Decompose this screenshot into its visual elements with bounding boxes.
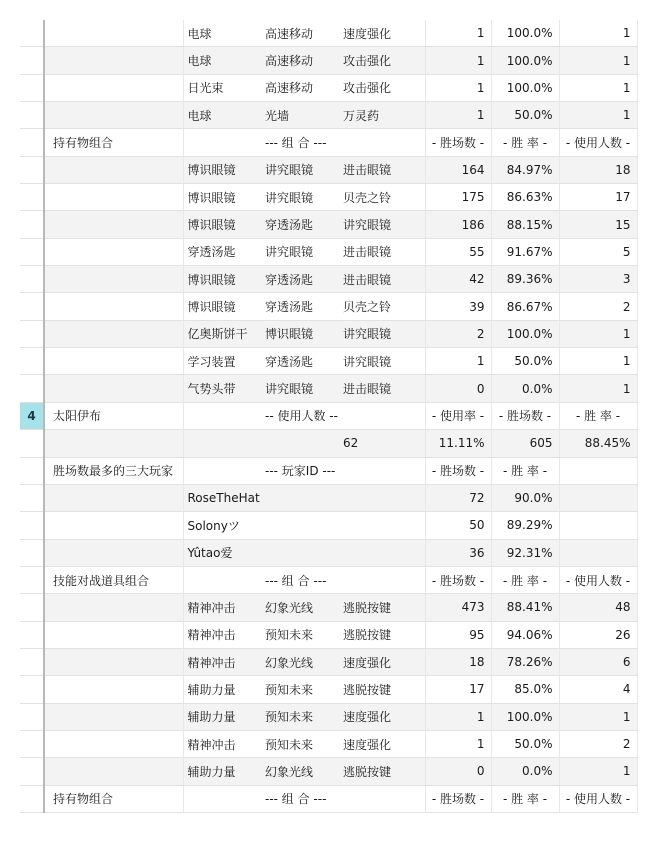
item-3-cell[interactable]: 贝壳之铃 <box>339 293 425 320</box>
item-2-cell[interactable]: 预知未来 <box>261 703 339 730</box>
item-1-cell[interactable]: 博识眼镜 <box>183 211 261 238</box>
value-2-cell[interactable]: - 胜 率 - <box>491 566 559 593</box>
value-2-cell[interactable]: 92.31% <box>491 539 559 566</box>
section-label-cell[interactable]: 持有物组合 <box>44 129 183 156</box>
item-3-cell[interactable]: 进击眼镜 <box>339 375 425 402</box>
value-1-cell[interactable]: 1 <box>425 47 491 74</box>
item-1-cell[interactable]: 电球 <box>183 102 261 129</box>
value-1-cell[interactable]: - 胜场数 - <box>425 457 491 484</box>
value-1-cell[interactable]: 95 <box>425 621 491 648</box>
value-1-cell[interactable]: 2 <box>425 320 491 347</box>
item-2-cell[interactable]: 高速移动 <box>261 74 339 101</box>
value-2-cell[interactable]: 50.0% <box>491 730 559 757</box>
row-index-cell[interactable] <box>20 484 44 511</box>
value-3-cell[interactable]: 6 <box>559 648 637 675</box>
value-2-cell[interactable]: 89.29% <box>491 512 559 539</box>
item-1-cell[interactable] <box>183 129 261 156</box>
item-2-cell[interactable] <box>261 484 339 511</box>
row-index-cell[interactable] <box>20 703 44 730</box>
item-3-cell[interactable]: 万灵药 <box>339 102 425 129</box>
section-label-cell[interactable] <box>44 648 183 675</box>
item-2-cell[interactable] <box>261 539 339 566</box>
section-header-row <box>20 129 637 156</box>
section-label-cell[interactable] <box>44 266 183 293</box>
value-3-cell[interactable]: 4 <box>559 676 637 703</box>
value-1-cell[interactable]: 0 <box>425 375 491 402</box>
value-2-cell[interactable]: 100.0% <box>491 703 559 730</box>
value-1-cell[interactable]: 0 <box>425 758 491 785</box>
value-1-cell[interactable]: 1 <box>425 730 491 757</box>
value-1-cell[interactable]: 11.11% <box>425 430 491 457</box>
value-3-cell[interactable]: 1 <box>559 47 637 74</box>
table-row <box>20 102 637 129</box>
section-label-cell[interactable] <box>44 184 183 211</box>
table-row <box>20 484 637 511</box>
row-index-cell[interactable]: 4 <box>20 402 44 429</box>
value-3-cell[interactable]: 2 <box>559 730 637 757</box>
value-1-cell[interactable]: 36 <box>425 539 491 566</box>
row-index-cell[interactable] <box>20 785 44 812</box>
row-index-cell[interactable] <box>20 102 44 129</box>
stats-spreadsheet <box>20 20 638 813</box>
table-row <box>20 512 637 539</box>
item-2-cell[interactable]: 讲究眼镜 <box>261 238 339 265</box>
item-1-cell[interactable]: 亿奥斯饼干 <box>183 320 261 347</box>
section-label-cell[interactable] <box>44 102 183 129</box>
value-1-cell[interactable]: 186 <box>425 211 491 238</box>
item-1-cell[interactable]: 日光束 <box>183 74 261 101</box>
value-1-cell[interactable]: 18 <box>425 648 491 675</box>
row-index-cell[interactable] <box>20 74 44 101</box>
item-2-cell[interactable]: 穿透汤匙 <box>261 266 339 293</box>
item-1-cell[interactable] <box>183 566 261 593</box>
table-row <box>20 20 637 47</box>
value-2-cell[interactable]: 86.67% <box>491 293 559 320</box>
value-1-cell[interactable]: - 胜场数 - <box>425 566 491 593</box>
value-1-cell[interactable]: 17 <box>425 676 491 703</box>
value-2-cell[interactable]: 89.36% <box>491 266 559 293</box>
item-3-cell[interactable]: 进击眼镜 <box>339 266 425 293</box>
row-index-cell[interactable] <box>20 512 44 539</box>
table-row <box>20 703 637 730</box>
item-1-cell[interactable] <box>183 402 261 429</box>
item-3-cell[interactable]: 攻击强化 <box>339 47 425 74</box>
item-3-cell[interactable] <box>339 402 425 429</box>
value-3-cell[interactable]: 15 <box>559 211 637 238</box>
value-1-cell[interactable]: 72 <box>425 484 491 511</box>
row-index-cell[interactable] <box>20 430 44 457</box>
row-index-cell[interactable] <box>20 47 44 74</box>
table-row <box>20 758 637 785</box>
section-label-cell[interactable] <box>44 211 183 238</box>
value-2-cell[interactable]: 86.63% <box>491 184 559 211</box>
table-row <box>20 730 637 757</box>
value-2-cell[interactable]: 100.0% <box>491 74 559 101</box>
section-label-cell[interactable] <box>44 74 183 101</box>
value-2-cell[interactable]: - 胜 率 - <box>491 129 559 156</box>
value-1-cell[interactable]: 1 <box>425 102 491 129</box>
value-1-cell[interactable]: 1 <box>425 20 491 47</box>
section-label-cell[interactable]: 持有物组合 <box>44 785 183 812</box>
item-1-cell[interactable]: 辅助力量 <box>183 703 261 730</box>
item-3-cell[interactable] <box>339 566 425 593</box>
value-2-cell[interactable]: 90.0% <box>491 484 559 511</box>
item-3-cell[interactable]: 进击眼镜 <box>339 238 425 265</box>
value-1-cell[interactable]: 1 <box>425 703 491 730</box>
item-1-cell[interactable] <box>183 430 261 457</box>
value-3-cell[interactable]: 1 <box>559 703 637 730</box>
section-label-cell[interactable] <box>44 539 183 566</box>
item-1-cell[interactable] <box>183 457 261 484</box>
item-3-cell[interactable] <box>339 785 425 812</box>
value-3-cell[interactable]: 1 <box>559 20 637 47</box>
table-row <box>20 47 637 74</box>
item-2-cell[interactable]: 预知未来 <box>261 730 339 757</box>
item-2-cell[interactable]: 讲究眼镜 <box>261 375 339 402</box>
value-1-cell[interactable]: - 胜场数 - <box>425 785 491 812</box>
section-label-cell[interactable] <box>44 730 183 757</box>
item-2-cell[interactable]: 幻象光线 <box>261 594 339 621</box>
value-2-cell[interactable]: 100.0% <box>491 20 559 47</box>
item-3-cell[interactable]: 速度强化 <box>339 703 425 730</box>
item-1-cell[interactable]: 电球 <box>183 47 261 74</box>
value-3-cell[interactable]: 5 <box>559 238 637 265</box>
table-row <box>20 320 637 347</box>
row-index-cell[interactable] <box>20 211 44 238</box>
table-row <box>20 238 637 265</box>
table-row <box>20 184 637 211</box>
value-3-cell[interactable]: 1 <box>559 320 637 347</box>
item-1-cell[interactable]: 精神冲击 <box>183 621 261 648</box>
section-label-cell[interactable] <box>44 430 183 457</box>
section-label-cell[interactable]: 胜场数最多的三大玩家 <box>44 457 183 484</box>
value-3-cell[interactable]: 2 <box>559 293 637 320</box>
value-3-cell[interactable]: 1 <box>559 74 637 101</box>
item-2-cell[interactable]: 幻象光线 <box>261 648 339 675</box>
row-index-cell[interactable] <box>20 566 44 593</box>
row-index-cell[interactable] <box>20 20 44 47</box>
item-1-cell[interactable]: Yûtao爱 <box>183 539 261 566</box>
item-1-cell[interactable]: Solonyツ <box>183 512 261 539</box>
table-row <box>20 156 637 183</box>
item-1-cell[interactable] <box>183 785 261 812</box>
item-1-cell[interactable]: 精神冲击 <box>183 594 261 621</box>
section-label-cell[interactable] <box>44 621 183 648</box>
section-label-cell[interactable] <box>44 484 183 511</box>
row-index-cell[interactable] <box>20 648 44 675</box>
value-2-cell[interactable]: 88.41% <box>491 594 559 621</box>
item-3-cell[interactable]: 62 <box>339 430 425 457</box>
value-1-cell[interactable]: 473 <box>425 594 491 621</box>
item-1-cell[interactable]: 辅助力量 <box>183 758 261 785</box>
section-label-cell[interactable] <box>44 47 183 74</box>
item-1-cell[interactable]: 电球 <box>183 20 261 47</box>
item-2-cell[interactable]: 高速移动 <box>261 20 339 47</box>
section-label-cell[interactable] <box>44 758 183 785</box>
section-label-cell[interactable] <box>44 676 183 703</box>
item-3-cell[interactable] <box>339 539 425 566</box>
value-1-cell[interactable]: 42 <box>425 266 491 293</box>
value-2-cell[interactable]: - 胜 率 - <box>491 457 559 484</box>
item-3-cell[interactable]: 贝壳之铃 <box>339 184 425 211</box>
value-3-cell[interactable] <box>559 539 637 566</box>
section-label-cell[interactable] <box>44 375 183 402</box>
row-index-cell[interactable] <box>20 594 44 621</box>
item-2-cell[interactable]: 幻象光线 <box>261 758 339 785</box>
item-3-cell[interactable] <box>339 512 425 539</box>
item-1-cell[interactable]: 学习装置 <box>183 348 261 375</box>
item-1-cell[interactable]: 精神冲击 <box>183 730 261 757</box>
item-3-cell[interactable]: 逃脱按键 <box>339 621 425 648</box>
value-3-cell[interactable]: 1 <box>559 375 637 402</box>
value-3-cell[interactable] <box>559 484 637 511</box>
value-3-cell[interactable]: 17 <box>559 184 637 211</box>
value-2-cell[interactable]: 85.0% <box>491 676 559 703</box>
item-2-cell[interactable]: --- 组 合 --- <box>261 129 339 156</box>
item-1-cell[interactable]: RoseTheHat <box>183 484 261 511</box>
row-index-cell[interactable] <box>20 266 44 293</box>
section-header-row <box>20 402 637 429</box>
value-3-cell[interactable]: - 使用人数 - <box>559 129 637 156</box>
value-1-cell[interactable]: - 使用率 - <box>425 402 491 429</box>
item-2-cell[interactable]: 讲究眼镜 <box>261 184 339 211</box>
item-3-cell[interactable]: 讲究眼镜 <box>339 320 425 347</box>
item-3-cell[interactable]: 速度强化 <box>339 730 425 757</box>
value-2-cell[interactable]: 0.0% <box>491 375 559 402</box>
item-1-cell[interactable]: 气势头带 <box>183 375 261 402</box>
item-2-cell[interactable]: 穿透汤匙 <box>261 293 339 320</box>
value-1-cell[interactable]: - 胜场数 - <box>425 129 491 156</box>
row-index-cell[interactable] <box>20 457 44 484</box>
table-row <box>20 539 637 566</box>
section-header-row <box>20 457 637 484</box>
value-3-cell[interactable]: - 使用人数 - <box>559 785 637 812</box>
table-row <box>20 648 637 675</box>
section-label-cell[interactable] <box>44 293 183 320</box>
value-2-cell[interactable]: - 胜场数 - <box>491 402 559 429</box>
item-1-cell[interactable]: 精神冲击 <box>183 648 261 675</box>
value-2-cell[interactable]: 88.15% <box>491 211 559 238</box>
section-header-row <box>20 566 637 593</box>
table-row <box>20 293 637 320</box>
item-3-cell[interactable]: 逃脱按键 <box>339 594 425 621</box>
section-label-cell[interactable] <box>44 156 183 183</box>
value-1-cell[interactable]: 39 <box>425 293 491 320</box>
item-1-cell[interactable]: 博识眼镜 <box>183 156 261 183</box>
value-3-cell[interactable]: 88.45% <box>559 430 637 457</box>
table-row <box>20 348 637 375</box>
item-2-cell[interactable] <box>261 512 339 539</box>
section-label-cell[interactable] <box>44 594 183 621</box>
row-index-cell[interactable] <box>20 293 44 320</box>
value-3-cell[interactable]: 3 <box>559 266 637 293</box>
row-index-cell[interactable] <box>20 238 44 265</box>
table-row <box>20 375 637 402</box>
item-3-cell[interactable]: 速度强化 <box>339 648 425 675</box>
item-2-cell[interactable]: --- 组 合 --- <box>261 785 339 812</box>
value-3-cell[interactable]: 48 <box>559 594 637 621</box>
item-2-cell[interactable]: 博识眼镜 <box>261 320 339 347</box>
value-2-cell[interactable]: 50.0% <box>491 348 559 375</box>
value-3-cell[interactable]: 26 <box>559 621 637 648</box>
section-label-cell[interactable]: 太阳伊布 <box>44 402 183 429</box>
item-3-cell[interactable]: 逃脱按键 <box>339 758 425 785</box>
table-row <box>20 430 637 457</box>
item-2-cell[interactable]: 穿透汤匙 <box>261 211 339 238</box>
row-index-cell[interactable] <box>20 375 44 402</box>
row-index-cell[interactable] <box>20 348 44 375</box>
table-row <box>20 266 637 293</box>
item-1-cell[interactable]: 博识眼镜 <box>183 184 261 211</box>
value-2-cell[interactable]: 94.06% <box>491 621 559 648</box>
section-label-cell[interactable] <box>44 703 183 730</box>
item-3-cell[interactable] <box>339 484 425 511</box>
value-1-cell[interactable]: 175 <box>425 184 491 211</box>
value-1-cell[interactable]: 1 <box>425 74 491 101</box>
item-2-cell[interactable]: 穿透汤匙 <box>261 348 339 375</box>
section-label-cell[interactable]: 技能对战道具组合 <box>44 566 183 593</box>
item-2-cell[interactable]: 预知未来 <box>261 621 339 648</box>
row-index-cell[interactable] <box>20 758 44 785</box>
value-3-cell[interactable]: - 使用人数 - <box>559 566 637 593</box>
row-index-cell[interactable] <box>20 156 44 183</box>
row-index-cell[interactable] <box>20 676 44 703</box>
item-2-cell[interactable]: --- 玩家ID --- <box>261 457 339 484</box>
value-2-cell[interactable]: 78.26% <box>491 648 559 675</box>
table-row <box>20 74 637 101</box>
table-row <box>20 621 637 648</box>
item-2-cell[interactable]: -- 使用人数 -- <box>261 402 339 429</box>
value-1-cell[interactable]: 1 <box>425 348 491 375</box>
item-1-cell[interactable]: 博识眼镜 <box>183 293 261 320</box>
row-index-cell[interactable] <box>20 129 44 156</box>
row-index-cell[interactable] <box>20 539 44 566</box>
value-3-cell[interactable]: 1 <box>559 348 637 375</box>
row-index-cell[interactable] <box>20 621 44 648</box>
item-3-cell[interactable] <box>339 129 425 156</box>
item-3-cell[interactable]: 逃脱按键 <box>339 676 425 703</box>
value-2-cell[interactable]: 100.0% <box>491 320 559 347</box>
item-2-cell[interactable]: 光墙 <box>261 102 339 129</box>
table-row <box>20 211 637 238</box>
section-label-cell[interactable] <box>44 348 183 375</box>
value-3-cell[interactable]: 1 <box>559 102 637 129</box>
item-2-cell[interactable] <box>261 430 339 457</box>
item-2-cell[interactable]: 高速移动 <box>261 47 339 74</box>
row-index-cell[interactable] <box>20 730 44 757</box>
section-label-cell[interactable] <box>44 20 183 47</box>
item-3-cell[interactable]: 攻击强化 <box>339 74 425 101</box>
item-2-cell[interactable]: 预知未来 <box>261 676 339 703</box>
section-label-cell[interactable] <box>44 238 183 265</box>
value-3-cell[interactable]: 1 <box>559 758 637 785</box>
item-1-cell[interactable]: 辅助力量 <box>183 676 261 703</box>
item-3-cell[interactable] <box>339 457 425 484</box>
value-2-cell[interactable]: 91.67% <box>491 238 559 265</box>
table-row <box>20 676 637 703</box>
section-label-cell[interactable] <box>44 512 183 539</box>
item-2-cell[interactable]: --- 组 合 --- <box>261 566 339 593</box>
value-2-cell[interactable]: 605 <box>491 430 559 457</box>
value-1-cell[interactable]: 55 <box>425 238 491 265</box>
value-3-cell[interactable] <box>559 457 637 484</box>
value-2-cell[interactable]: - 胜 率 - <box>491 785 559 812</box>
item-3-cell[interactable]: 讲究眼镜 <box>339 348 425 375</box>
item-3-cell[interactable]: 讲究眼镜 <box>339 211 425 238</box>
item-2-cell[interactable]: 讲究眼镜 <box>261 156 339 183</box>
value-2-cell[interactable]: 84.97% <box>491 156 559 183</box>
value-1-cell[interactable]: 50 <box>425 512 491 539</box>
value-3-cell[interactable]: 18 <box>559 156 637 183</box>
section-label-cell[interactable] <box>44 320 183 347</box>
section-header-row <box>20 785 637 812</box>
row-index-cell[interactable] <box>20 320 44 347</box>
item-3-cell[interactable]: 速度强化 <box>339 20 425 47</box>
value-2-cell[interactable]: 0.0% <box>491 758 559 785</box>
value-2-cell[interactable]: 100.0% <box>491 47 559 74</box>
item-3-cell[interactable]: 进击眼镜 <box>339 156 425 183</box>
value-2-cell[interactable]: 50.0% <box>491 102 559 129</box>
table-row <box>20 594 637 621</box>
value-3-cell[interactable] <box>559 512 637 539</box>
value-3-cell[interactable]: - 胜 率 - <box>559 402 637 429</box>
item-1-cell[interactable]: 穿透汤匙 <box>183 238 261 265</box>
row-index-cell[interactable] <box>20 184 44 211</box>
item-1-cell[interactable]: 博识眼镜 <box>183 266 261 293</box>
value-1-cell[interactable]: 164 <box>425 156 491 183</box>
